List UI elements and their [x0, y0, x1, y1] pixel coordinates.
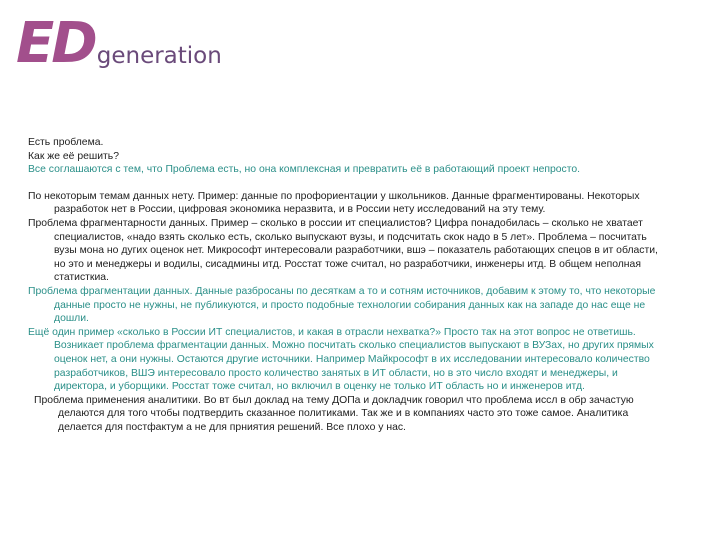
paragraph-analytics-application: Проблема применения аналитики. Во вт был доклад на тему ДОПа и докладчик говорил что проблема иссл в обр зачастую делаются для того чтобы подтвердить сказанное политиками. Так же и в компаниях часто это тоже самое. Аналитика делается для постфактум а не для прниятия решений. Все плохо у нас.: [34, 394, 634, 433]
logo-wordmark: generation: [96, 43, 222, 69]
paragraph-data-fragmentation-example: Проблема фрагментарности данных. Пример – сколько в россии ит специалистов? Цифра понадобилась – сколько не хватает специалистов, «надо взять сколько есть, сколько выпускают вузы, и подсчитать скок надо в 5 лет». Проблема – посчитать вузы мона но дугих оценок нет. Микрософт интересовали разработчики, вшэ – показатель работающих спецов в ит области, но это и менеджеры и водилы, сисадмины итд. Росстат тоже считал, но разработчики, инженеры итд. В общем неполная статисткиа.: [28, 217, 658, 284]
paragraph-problem-exists: Есть проблема.: [28, 137, 104, 148]
paragraph-it-specialists-example: Ещё один пример «сколько в России ИТ специалистов, и какая в отрасли нехватка?» Просто так на этот вопрос не ответишь. Возникает проблема фрагментации данных. Можно посчитать сколько специалистов выпускают в ВУЗах, но других прямых оценок нет, а они нужны. Остаются другие источники. Например Майкрософт в их исследовании интересовало количество разработчиков, ВШЭ интересовало просто количество занятых в ИТ области, но в это число входят и менеджеры, и директора, и уборщики. Росстат тоже считал, но включил в оценку не только ИТ область но и инженеров итд.: [28, 326, 654, 393]
spacer: [28, 177, 668, 190]
paragraph-data-fragmentation: Проблема фрагментации данных. Данные разбросаны по десяткам а то и сотням источников, добавим к этому то, что некоторые данные просто не нужны, не публикуются, и просто подобные технологии собирания данных как на западе до нас еще не дошли.: [28, 285, 656, 325]
slide-body: [28, 136, 668, 434]
paragraph-how-to-solve: Как же её решить?: [28, 150, 119, 162]
paragraph-everyone-agrees: Все соглашаются с тем, что Проблема есть, но она комплексная и превратить её в работающий проект непросто.: [28, 164, 581, 176]
logo-mark: ED: [16, 11, 95, 76]
edgeneration-logo: [16, 11, 222, 76]
paragraph-no-data-topics: По некоторым темам данных нету. Пример: данные по профориентации у школьников. Данные фрагментированы. Некоторых разработок нет в России, цифровая экономика неразвита, и в России нету исследований на эту тему.: [28, 190, 640, 216]
